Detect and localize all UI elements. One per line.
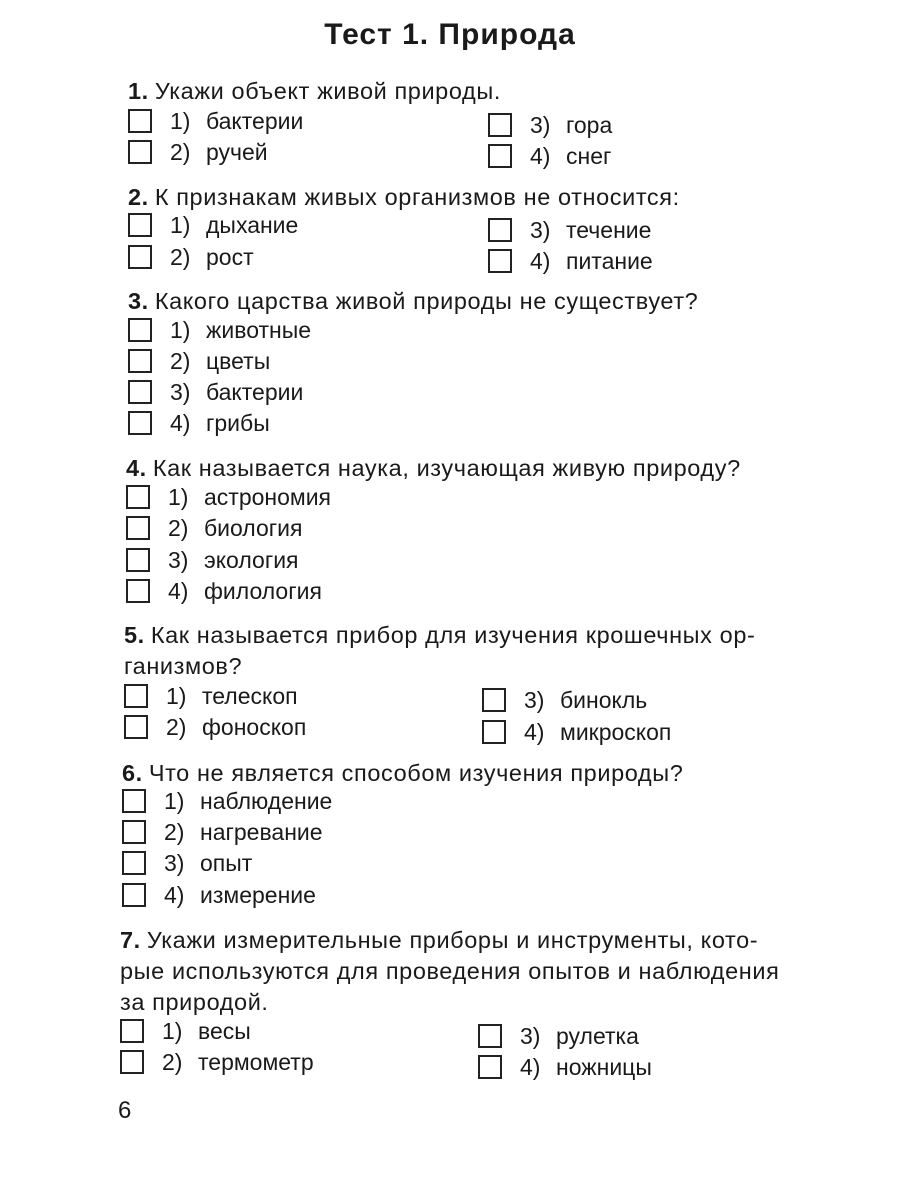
checkbox[interactable] [120,1019,144,1043]
option-3-3[interactable] [128,378,303,406]
option-number: 2) [170,244,191,270]
option-number: 1) [170,317,191,343]
option-text: гора [566,112,613,138]
option-5-4[interactable] [482,718,671,746]
option-number: 2) [168,515,189,541]
option-text: дыхание [206,212,299,238]
option-text: телескоп [202,683,298,709]
option-text: рост [206,244,254,270]
question-5 [124,620,755,682]
option-4-3[interactable] [126,546,299,574]
option-7-1[interactable] [120,1017,251,1045]
option-text: снег [566,143,612,169]
option-number: 1) [170,108,191,134]
option-4-2[interactable] [126,514,302,542]
question-text: Какого царства живой природы не существует? [154,288,699,314]
checkbox[interactable] [488,144,512,168]
option-number: 2) [162,1049,183,1075]
option-number: 1) [164,788,185,814]
option-number: 4) [164,882,185,908]
page-number: 6 [118,1097,132,1124]
checkbox[interactable] [128,109,152,133]
checkbox[interactable] [124,684,148,708]
question-2 [128,182,680,213]
checkbox[interactable] [478,1024,502,1048]
option-text: бактерии [206,379,304,405]
question-text-cont: рые используются для проведения опытов и наблюдения [120,958,780,984]
option-number: 1) [166,683,187,709]
option-text: микроскоп [560,719,672,745]
option-number: 3) [168,547,189,573]
option-text: цветы [206,348,271,374]
checkbox[interactable] [122,789,146,813]
question-number: 7. [120,927,141,953]
option-7-4[interactable] [478,1053,652,1081]
option-5-2[interactable] [124,713,306,741]
option-text: ножницы [556,1054,652,1080]
option-number: 1) [168,484,189,510]
option-5-1[interactable] [124,682,298,710]
question-number: 3. [128,288,149,314]
option-7-2[interactable] [120,1048,314,1076]
checkbox[interactable] [128,411,152,435]
question-4 [126,453,741,484]
option-number: 4) [530,143,551,169]
option-6-3[interactable] [122,849,252,877]
option-number: 4) [170,410,191,436]
question-text: Как называется прибор для изучения крошечных ор- [150,622,756,648]
option-text: фоноскоп [202,714,307,740]
option-text: филология [204,578,322,604]
option-3-2[interactable] [128,347,270,375]
checkbox[interactable] [128,380,152,404]
checkbox[interactable] [128,318,152,342]
option-3-1[interactable] [128,316,311,344]
option-1-3[interactable] [488,111,612,139]
checkbox[interactable] [478,1055,502,1079]
option-7-3[interactable] [478,1022,639,1050]
option-3-4[interactable] [128,409,270,437]
checkbox[interactable] [124,715,148,739]
option-number: 3) [530,217,551,243]
option-text: опыт [200,850,253,876]
option-number: 4) [168,578,189,604]
option-text: биология [204,515,303,541]
option-number: 4) [530,248,551,274]
checkbox[interactable] [128,140,152,164]
option-number: 2) [166,714,187,740]
option-6-2[interactable] [122,818,323,846]
option-number: 1) [170,212,191,238]
question-number: 4. [126,455,147,481]
checkbox[interactable] [126,485,150,509]
checkbox[interactable] [122,820,146,844]
option-1-2[interactable] [128,138,268,166]
option-text: грибы [206,410,270,436]
option-number: 1) [162,1018,183,1044]
checkbox[interactable] [122,851,146,875]
checkbox[interactable] [128,245,152,269]
question-text-cont: ганизмов? [124,653,243,679]
option-4-1[interactable] [126,483,331,511]
checkbox[interactable] [488,218,512,242]
checkbox[interactable] [126,548,150,572]
question-1 [128,76,501,107]
option-text: животные [206,317,312,343]
question-6 [122,758,683,789]
option-text: астрономия [204,484,332,510]
option-number: 2) [170,139,191,165]
option-number: 2) [170,348,191,374]
checkbox[interactable] [126,579,150,603]
checkbox[interactable] [482,688,506,712]
option-number: 3) [170,379,191,405]
option-text: рулетка [556,1023,639,1049]
option-2-3[interactable] [488,216,651,244]
question-number: 1. [128,78,149,104]
option-number: 2) [164,819,185,845]
checkbox[interactable] [120,1050,144,1074]
checkbox[interactable] [126,516,150,540]
option-number: 3) [524,687,545,713]
option-2-4[interactable] [488,247,653,275]
option-text: бинокль [560,687,648,713]
question-text: К признакам живых организмов не относится: [154,184,680,210]
question-number: 5. [124,622,145,648]
option-1-4[interactable] [488,142,611,170]
question-text: Укажи объект живой природы. [154,78,501,104]
question-7 [120,925,779,1018]
option-text: течение [566,217,652,243]
question-number: 6. [122,760,143,786]
option-number: 3) [520,1023,541,1049]
question-text: Что не является способом изучения природы? [148,760,684,786]
option-text: нагревание [200,819,323,845]
option-6-1[interactable] [122,787,332,815]
question-text: Как называется наука, изучающая живую природу? [152,455,741,481]
checkbox[interactable] [128,349,152,373]
option-number: 4) [520,1054,541,1080]
option-2-1[interactable] [128,211,298,239]
checkbox[interactable] [482,720,506,744]
option-text: наблюдение [200,788,333,814]
question-3 [128,286,698,317]
option-text: ручей [206,139,268,165]
option-5-3[interactable] [482,686,647,714]
checkbox[interactable] [488,113,512,137]
option-number: 3) [164,850,185,876]
checkbox[interactable] [128,213,152,237]
option-4-4[interactable] [126,577,322,605]
option-text: питание [566,248,653,274]
question-text-cont: за природой. [120,989,269,1015]
option-6-4[interactable] [122,881,316,909]
question-number: 2. [128,184,149,210]
option-text: термометр [198,1049,314,1075]
option-text: экология [204,547,299,573]
option-1-1[interactable] [128,107,303,135]
checkbox[interactable] [122,883,146,907]
page-title: Тест 1. Природа [324,18,576,51]
option-2-2[interactable] [128,243,254,271]
option-number: 3) [530,112,551,138]
option-number: 4) [524,719,545,745]
option-text: весы [198,1018,251,1044]
option-text: бактерии [206,108,304,134]
option-text: измерение [200,882,316,908]
checkbox[interactable] [488,249,512,273]
question-text: Укажи измерительные приборы и инструменты, кото- [146,927,759,953]
